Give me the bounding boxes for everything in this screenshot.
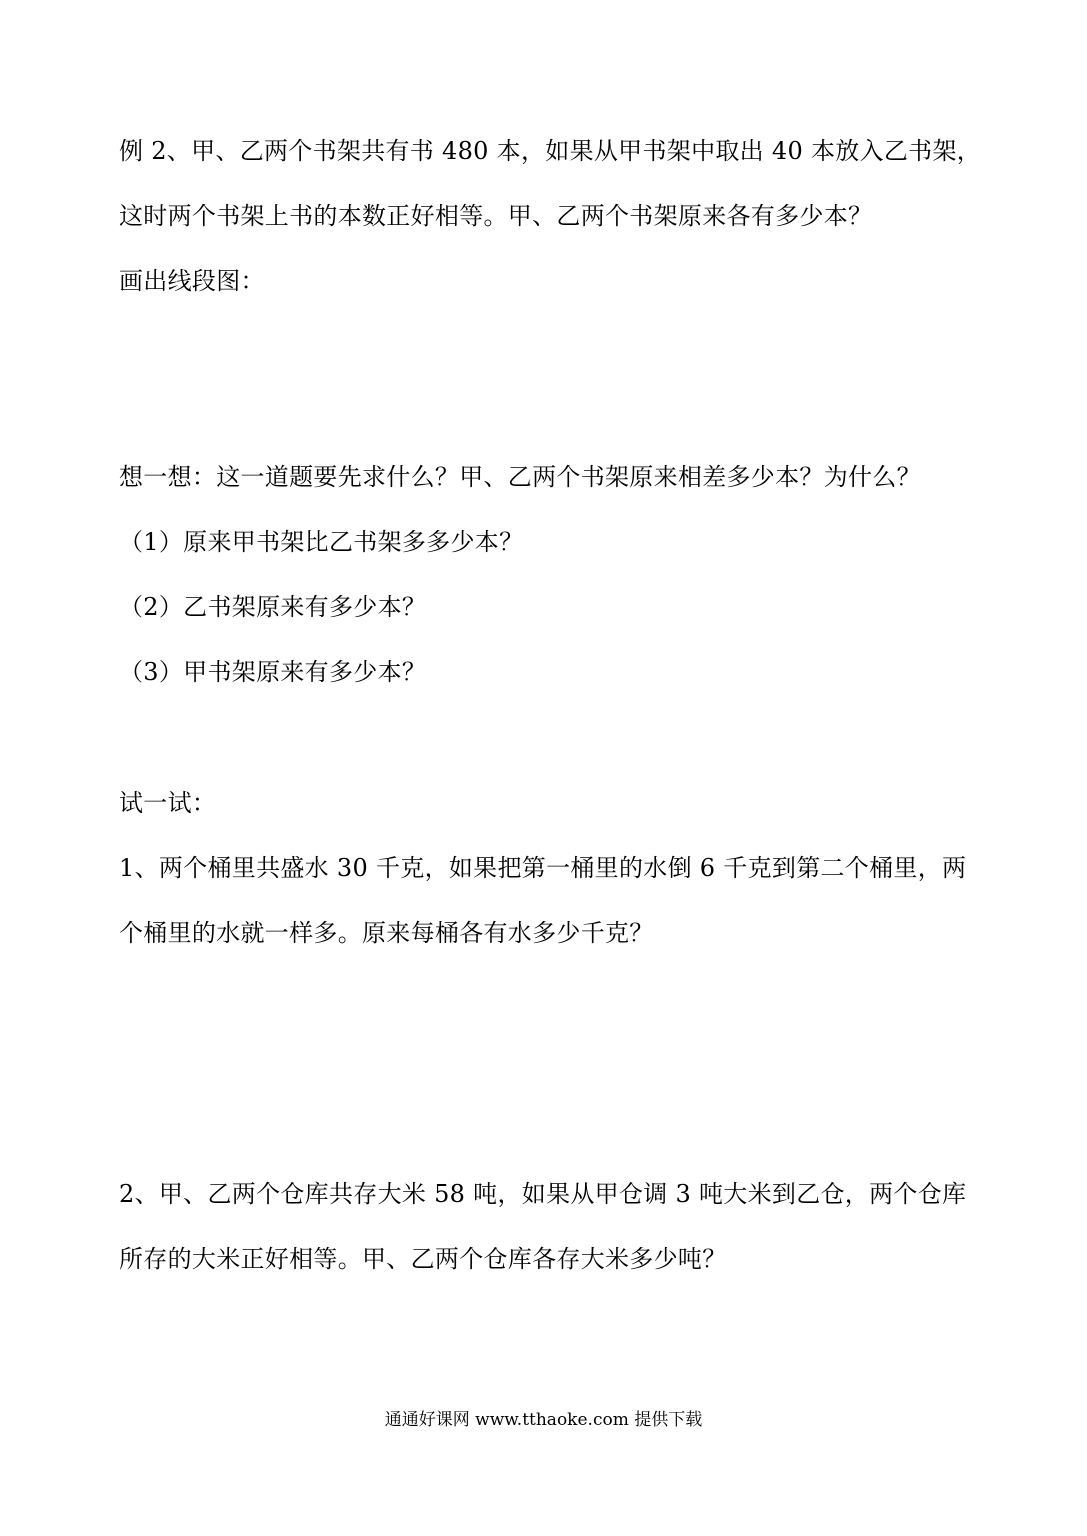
practice-problem-2-line-2: 所存的大米正好相等。甲、乙两个仓库各存大米多少吨？ <box>119 1245 727 1273</box>
practice-problem-1-line-1: 1、两个桶里共盛水 30 千克，如果把第一桶里的水倒 6 千克到第二个桶里，两 <box>119 854 967 882</box>
think-heading: 想一想：这一道题要先求什么？甲、乙两个书架原来相差多少本？为什么？ <box>119 463 921 491</box>
think-question-3: （3）甲书架原来有多少本？ <box>119 658 427 686</box>
practice-heading: 试一试： <box>119 789 217 817</box>
think-question-2: （2）乙书架原来有多少本？ <box>119 593 427 621</box>
page-footer: 通通好课网 www.tthaoke.com 提供下载 <box>384 1410 703 1430</box>
example-line-2: 这时两个书架上书的本数正好相等。甲、乙两个书架原来各有多少本？ <box>119 202 873 230</box>
practice-problem-2-line-1: 2、甲、乙两个仓库共存大米 58 吨，如果从甲仓调 3 吨大米到乙仓，两个仓库 <box>119 1180 967 1208</box>
practice-problem-1-line-2: 个桶里的水就一样多。原来每桶各有水多少千克？ <box>119 919 654 947</box>
draw-diagram-prompt: 画出线段图： <box>119 267 265 295</box>
think-question-1: （1）原来甲书架比乙书架多多少本？ <box>119 528 524 556</box>
example-line-1: 例 2、甲、乙两个书架共有书 480 本，如果从甲书架中取出 40 本放入乙书架， <box>119 137 982 165</box>
